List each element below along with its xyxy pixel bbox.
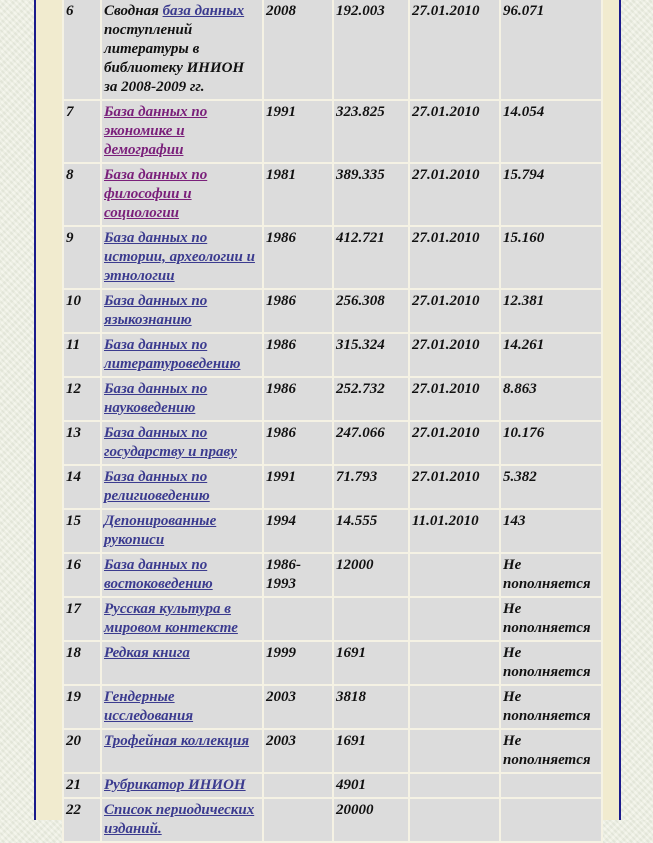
record-count: 1691 (334, 730, 408, 772)
table-row (64, 466, 601, 508)
database-link[interactable]: База данных по востоковедению (104, 557, 213, 592)
record-count: 323.825 (334, 101, 408, 162)
table-row (64, 422, 601, 464)
record-count: 3818 (334, 686, 408, 728)
database-link[interactable]: база данных (162, 3, 245, 19)
database-link[interactable]: Рубрикатор ИНИОН (104, 777, 246, 793)
update-date: 27.01.2010 (410, 334, 499, 376)
database-name-cell (102, 774, 262, 797)
database-name-cell (102, 164, 262, 225)
row-number: 11 (64, 334, 100, 376)
annual-update: Не пополняется (501, 598, 601, 640)
annual-update: 15.794 (501, 164, 601, 225)
database-link[interactable]: Русская культура в мировом контексте (104, 601, 238, 636)
record-count: 252.732 (334, 378, 408, 420)
row-number: 7 (64, 101, 100, 162)
database-name-cell (102, 290, 262, 332)
start-year: 1994 (264, 510, 332, 552)
database-name-cell (102, 686, 262, 728)
row-number: 13 (64, 422, 100, 464)
row-number: 15 (64, 510, 100, 552)
update-date (410, 774, 499, 797)
update-date (410, 799, 499, 841)
record-count: 192.003 (334, 0, 408, 99)
annual-update: Не пополняется (501, 686, 601, 728)
row-number: 12 (64, 378, 100, 420)
table-row (64, 799, 601, 841)
annual-update: 15.160 (501, 227, 601, 288)
annual-update: 143 (501, 510, 601, 552)
start-year (264, 774, 332, 797)
annual-update (501, 774, 601, 797)
row-number: 16 (64, 554, 100, 596)
annual-update: 14.054 (501, 101, 601, 162)
update-date (410, 642, 499, 684)
row-number: 14 (64, 466, 100, 508)
start-year: 1986 (264, 334, 332, 376)
row-number: 6 (64, 0, 100, 99)
record-count: 389.335 (334, 164, 408, 225)
name-suffix: поступлений литературы в библиотеку ИНИОН за 2008-2009 гг. (104, 22, 245, 95)
start-year: 1991 (264, 101, 332, 162)
table-row (64, 0, 601, 99)
start-year: 1991 (264, 466, 332, 508)
update-date (410, 686, 499, 728)
database-name-cell (102, 0, 262, 99)
start-year: 1981 (264, 164, 332, 225)
table-row (64, 686, 601, 728)
table-row (64, 510, 601, 552)
row-number: 21 (64, 774, 100, 797)
database-name-cell (102, 642, 262, 684)
table-row (64, 378, 601, 420)
database-name-cell (102, 554, 262, 596)
table-row (64, 774, 601, 797)
table-row (64, 101, 601, 162)
database-name-cell (102, 101, 262, 162)
update-date (410, 598, 499, 640)
database-link[interactable]: База данных по экономике и демографии (104, 104, 208, 158)
update-date: 27.01.2010 (410, 227, 499, 288)
update-date: 27.01.2010 (410, 101, 499, 162)
database-link[interactable]: База данных по истории, археологии и этнологии (104, 230, 255, 284)
record-count: 256.308 (334, 290, 408, 332)
row-number: 10 (64, 290, 100, 332)
table-row (64, 598, 601, 640)
start-year: 1986 (264, 290, 332, 332)
update-date: 27.01.2010 (410, 0, 499, 99)
database-name-cell (102, 466, 262, 508)
update-date (410, 730, 499, 772)
record-count: 247.066 (334, 422, 408, 464)
table-row (64, 554, 601, 596)
database-link[interactable]: База данных по языкознанию (104, 293, 208, 328)
database-name-cell (102, 422, 262, 464)
database-link[interactable]: Гендерные исследования (104, 689, 194, 724)
database-link[interactable]: База данных по государству и праву (104, 425, 237, 460)
database-name-cell (102, 378, 262, 420)
update-date: 27.01.2010 (410, 164, 499, 225)
update-date: 11.01.2010 (410, 510, 499, 552)
database-link[interactable]: Трофейная коллекция (104, 733, 250, 749)
database-name-cell (102, 227, 262, 288)
table-row (64, 642, 601, 684)
annual-update (501, 799, 601, 841)
database-link[interactable]: Редкая книга (104, 645, 190, 661)
annual-update: 10.176 (501, 422, 601, 464)
row-number: 20 (64, 730, 100, 772)
database-link[interactable]: База данных по религиоведению (104, 469, 210, 504)
annual-update: Не пополняется (501, 554, 601, 596)
row-number: 8 (64, 164, 100, 225)
update-date: 27.01.2010 (410, 422, 499, 464)
record-count: 71.793 (334, 466, 408, 508)
database-name-cell (102, 510, 262, 552)
row-number: 19 (64, 686, 100, 728)
annual-update: 14.261 (501, 334, 601, 376)
database-name-cell (102, 334, 262, 376)
start-year: 2003 (264, 686, 332, 728)
record-count (334, 598, 408, 640)
database-name-cell (102, 730, 262, 772)
row-number: 17 (64, 598, 100, 640)
table-row (64, 290, 601, 332)
record-count: 1691 (334, 642, 408, 684)
name-prefix: Сводная (104, 3, 163, 19)
annual-update: Не пополняется (501, 642, 601, 684)
annual-update: Не пополняется (501, 730, 601, 772)
update-date: 27.01.2010 (410, 466, 499, 508)
record-count: 20000 (334, 799, 408, 841)
start-year: 1986-1993 (264, 554, 332, 596)
row-number: 9 (64, 227, 100, 288)
annual-update: 96.071 (501, 0, 601, 99)
table-row (64, 730, 601, 772)
record-count: 4901 (334, 774, 408, 797)
database-link[interactable]: База данных по науковедению (104, 381, 208, 416)
record-count: 12000 (334, 554, 408, 596)
record-count: 412.721 (334, 227, 408, 288)
database-link[interactable]: База данных по литературоведению (104, 337, 241, 372)
start-year: 2008 (264, 0, 332, 99)
start-year (264, 799, 332, 841)
start-year: 1986 (264, 227, 332, 288)
databases-table (62, 0, 603, 843)
start-year (264, 598, 332, 640)
database-name-cell (102, 799, 262, 841)
start-year: 1999 (264, 642, 332, 684)
annual-update: 8.863 (501, 378, 601, 420)
table-row (64, 164, 601, 225)
update-date (410, 554, 499, 596)
table-row (64, 227, 601, 288)
database-link[interactable]: Список периодических изданий. (104, 802, 255, 837)
record-count: 315.324 (334, 334, 408, 376)
start-year: 2003 (264, 730, 332, 772)
start-year: 1986 (264, 378, 332, 420)
update-date: 27.01.2010 (410, 378, 499, 420)
annual-update: 5.382 (501, 466, 601, 508)
database-name-cell (102, 598, 262, 640)
annual-update: 12.381 (501, 290, 601, 332)
database-link[interactable]: Депонированные рукописи (104, 513, 217, 548)
row-number: 18 (64, 642, 100, 684)
record-count: 14.555 (334, 510, 408, 552)
database-link[interactable]: База данных по философии и социологии (104, 167, 208, 221)
table-row (64, 334, 601, 376)
start-year: 1986 (264, 422, 332, 464)
update-date: 27.01.2010 (410, 290, 499, 332)
row-number: 22 (64, 799, 100, 841)
